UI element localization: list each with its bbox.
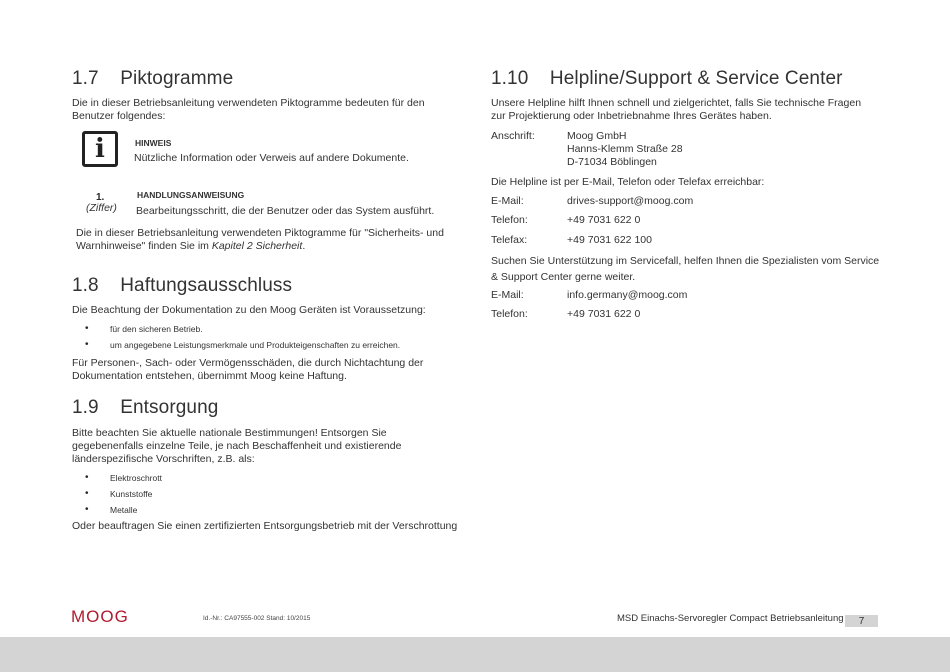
chapter-reference: Kapitel 2 Sicherheit xyxy=(211,240,303,252)
fax-value: +49 7031 622 100 xyxy=(567,234,652,246)
bullet-icon: • xyxy=(85,472,89,483)
address-line: Hanns-Klemm Straße 28 xyxy=(567,143,683,155)
bullet-icon: • xyxy=(85,339,89,350)
handlung-title: HANDLUNGSANWEISUNG xyxy=(137,190,245,200)
section-1-8-intro: Die Beachtung der Dokumentation zu den Moog Geräten ist Voraussetzung: xyxy=(72,304,426,316)
list-item: um angegebene Leistungsmerkmale und Produkteigenschaften zu erreichen. xyxy=(110,340,401,350)
email-link[interactable]: info.germany@moog.com xyxy=(567,289,688,301)
bullet-icon: • xyxy=(85,504,89,515)
list-item: für den sicheren Betrieb. xyxy=(110,324,203,334)
list-item: Metalle xyxy=(110,505,138,515)
section-1-9-title: 1.9 Entsorgung xyxy=(72,397,219,418)
moog-logo: MOOG xyxy=(71,607,129,626)
list-item: Kunststoffe xyxy=(110,489,153,499)
email-label: E-Mail: xyxy=(491,195,524,207)
hinweis-text: Nützliche Information oder Verweis auf andere Dokumente. xyxy=(134,152,409,164)
section-1-9-intro: Bitte beachten Sie aktuelle nationale Bestimmungen! Entsorgen Sie gegebenenfalls einzelne Teile, je nach Beschaffenheit und existierende länderspezifische Vorschriften, z.B. als: xyxy=(72,427,402,465)
address-line: Moog GmbH xyxy=(567,130,627,142)
address-label: Anschrift: xyxy=(491,130,535,142)
section-1-8-title: 1.8 Haftungsausschluss xyxy=(72,275,293,296)
section-1-10-intro: Unsere Helpline hilft Ihnen schnell und zielgerichtet, falls Sie technische Fragen zur Projektierung oder Inbetriebnahme Ihres Gerätes haben. xyxy=(491,97,862,122)
section-1-10-title: 1.10 Helpline/Support & Service Center xyxy=(491,68,843,89)
list-item: Elektroschrott xyxy=(110,473,162,483)
handlung-text: Bearbeitungsschritt, die der Benutzer oder das System ausführt. xyxy=(136,205,435,217)
manual-title: MSD Einachs-Servoregler Compact Betriebsanleitung xyxy=(617,613,844,624)
phone-value: +49 7031 622 0 xyxy=(567,308,641,320)
helpline-reach-text: Die Helpline ist per E-Mail, Telefon oder Telefax erreichbar: xyxy=(491,176,765,188)
section-1-9-outro: Oder beauftragen Sie einen zertifizierten Entsorgungsbetrieb mit der Verschrottung xyxy=(72,520,458,532)
section-1-7-title: 1.7 Piktogramme xyxy=(72,68,234,89)
phone-value: +49 7031 622 0 xyxy=(567,214,641,226)
document-id: Id.-Nr.: CA97555-002 Stand: 10/2015 xyxy=(203,615,311,622)
hinweis-title: HINWEIS xyxy=(135,138,172,148)
phone-label: Telefon: xyxy=(491,308,528,320)
step-number-caption: (Ziffer) xyxy=(86,202,117,214)
info-icon: i xyxy=(82,131,118,167)
step-number-icon: 1. xyxy=(96,192,105,203)
section-1-7-intro: Die in dieser Betriebsanleitung verwendeten Piktogramme bedeuten für den Benutzer folgendes: xyxy=(72,97,425,122)
email-label: E-Mail: xyxy=(491,289,524,301)
section-1-8-text: Für Personen-, Sach- oder Vermögensschäden, die durch Nichtachtung der Dokumentation entstehen, übernimmt Moog keine Haftung. xyxy=(72,357,424,382)
service-text: Suchen Sie Unterstützung im Servicefall, helfen Ihnen die Spezialisten vom Service & Support Center gerne weiter. xyxy=(491,255,880,283)
safety-note-line1: Die in dieser Betriebsanleitung verwendeten Piktogramme für "Sicherheits- und xyxy=(76,227,444,239)
email-link[interactable]: drives-support@moog.com xyxy=(567,195,694,207)
address-line: D-71034 Böblingen xyxy=(567,156,657,168)
fax-label: Telefax: xyxy=(491,234,528,246)
bullet-icon: • xyxy=(85,323,89,334)
safety-note-line2: Warnhinweise" finden Sie im Kapitel 2 Sicherheit. xyxy=(76,240,306,252)
footer-bar xyxy=(0,637,950,672)
phone-label: Telefon: xyxy=(491,214,528,226)
page-number: 7 xyxy=(845,615,878,627)
bullet-icon: • xyxy=(85,488,89,499)
